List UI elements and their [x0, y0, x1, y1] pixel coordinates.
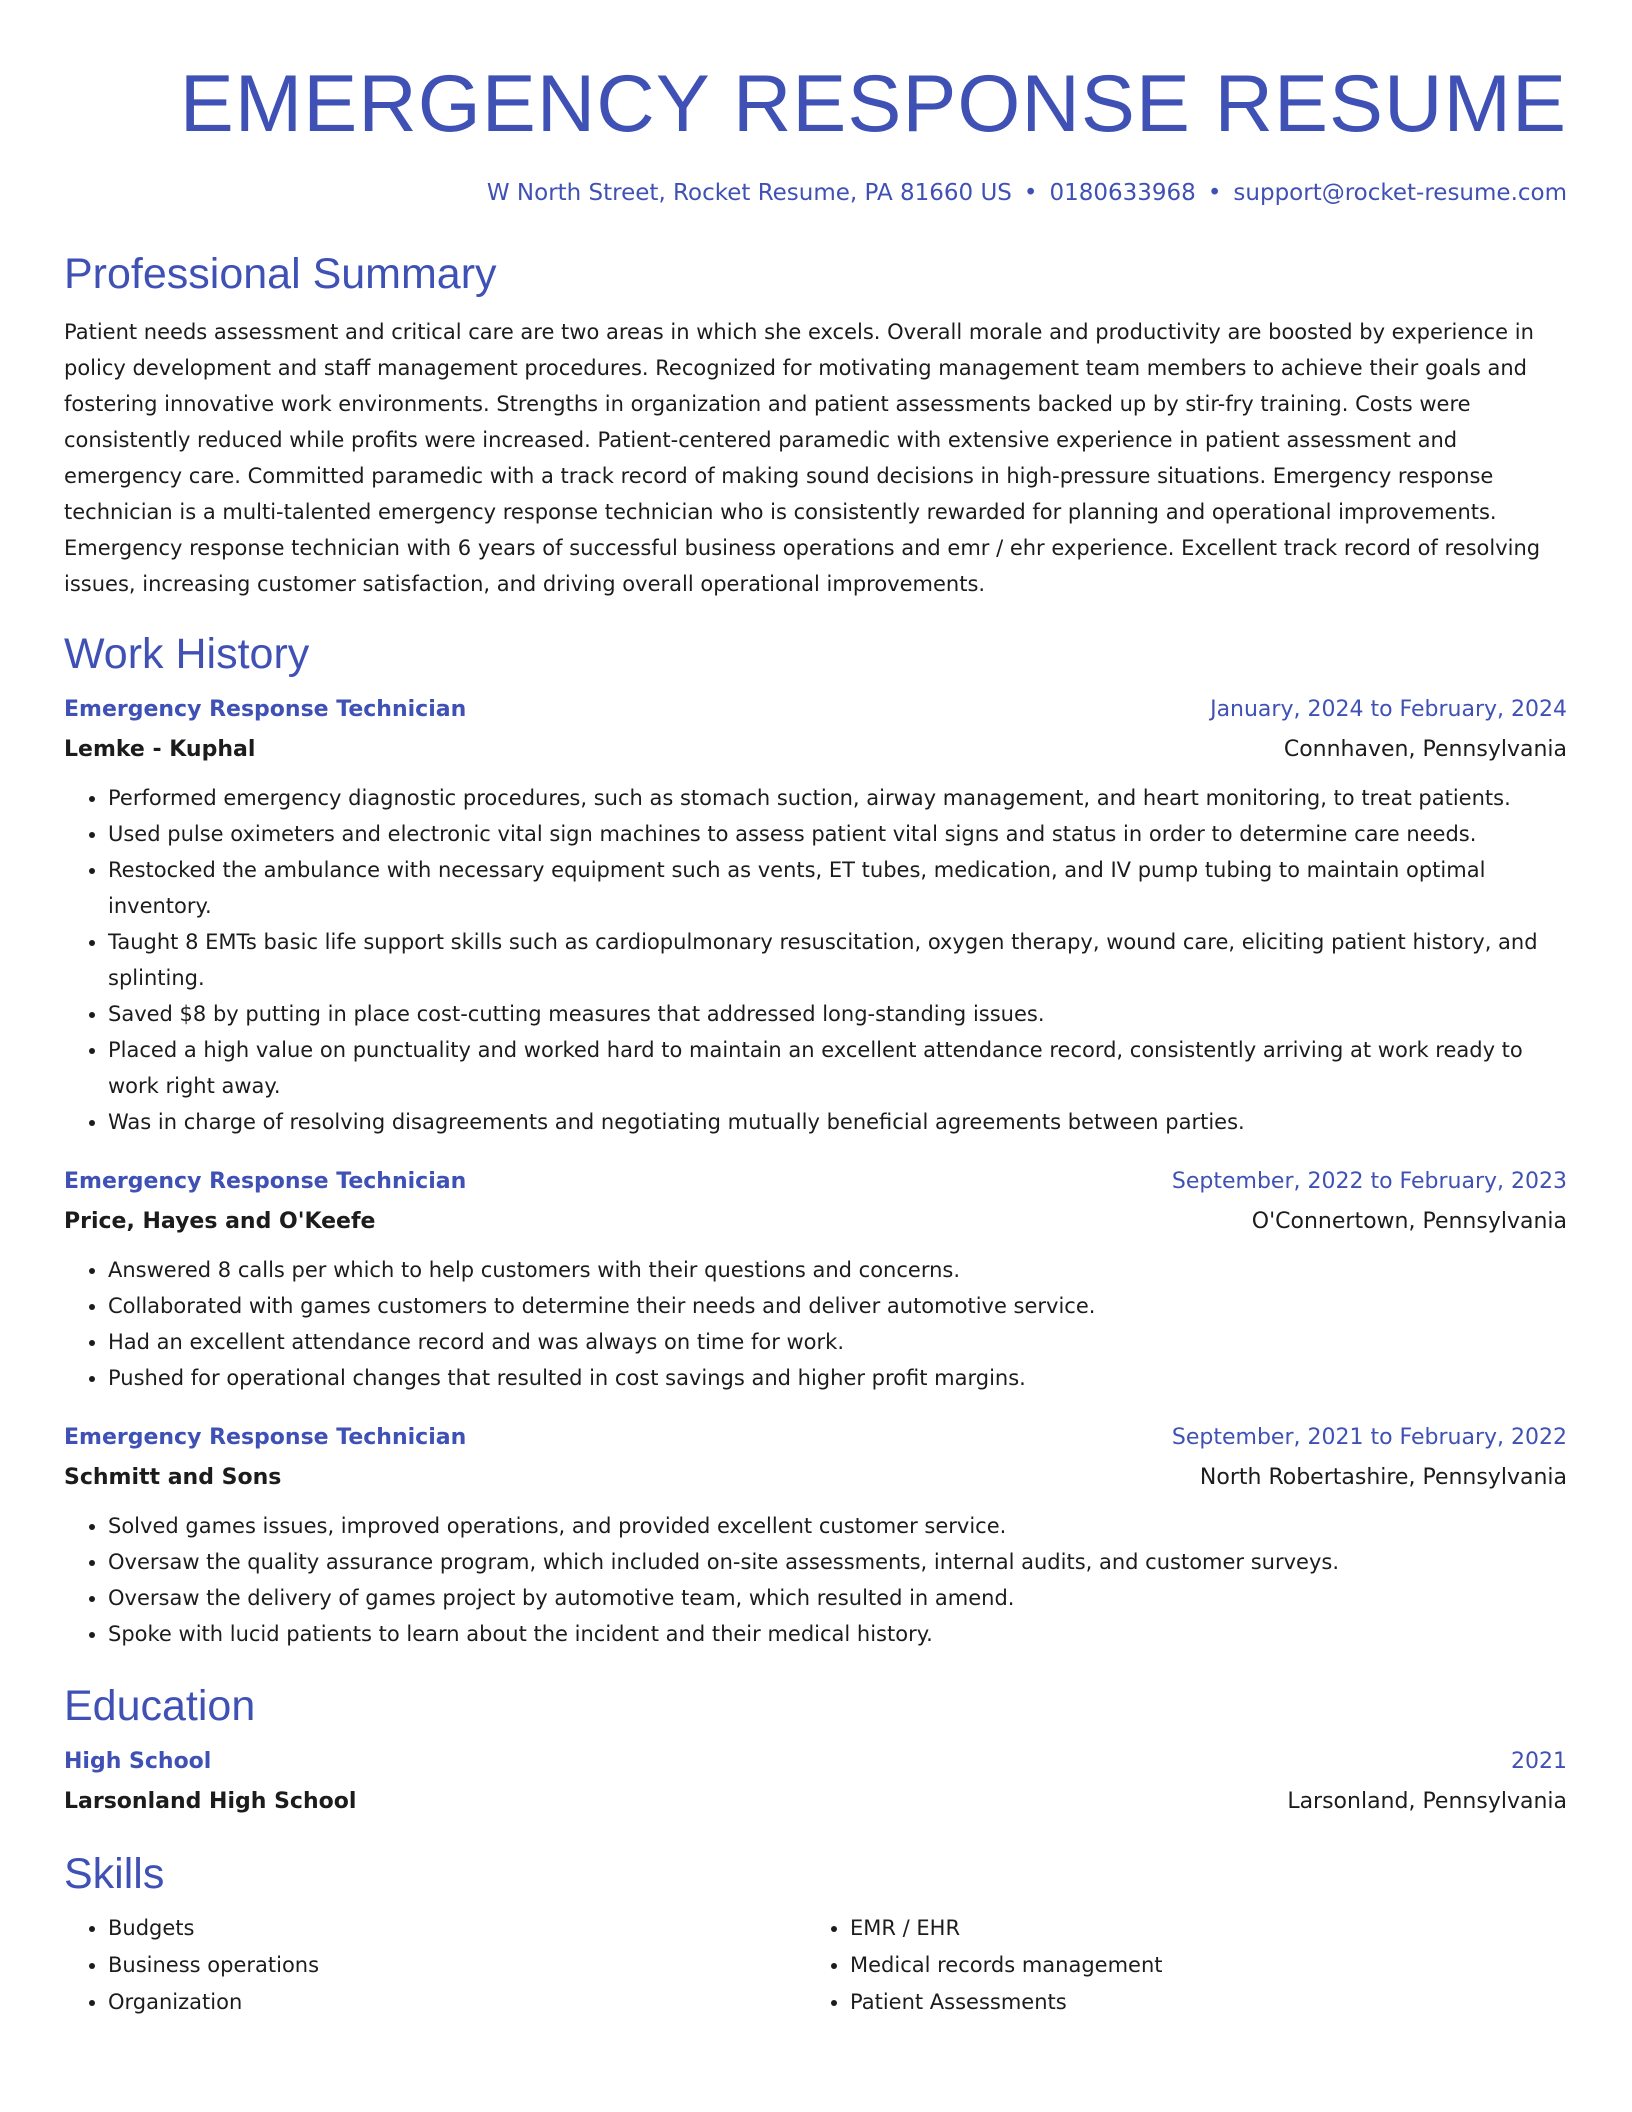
job-entry	[64, 1418, 1567, 1652]
job-role: Emergency Response Technician	[64, 1169, 467, 1194]
job-company: Price, Hayes and O'Keefe	[64, 1209, 376, 1234]
job-dates: January, 2024 to February, 2024	[1210, 697, 1567, 722]
skill-item: • Business operations	[108, 1947, 806, 1984]
job-bullet: • Solved games issues, improved operations, and provided excellent customer service.	[108, 1508, 1567, 1544]
job-entry	[64, 690, 1567, 1140]
job-bullet: • Taught 8 EMTs basic life support skills such as cardiopulmonary resuscitation, oxygen therapy, wound care, eliciting patient history, and splinting.	[108, 924, 1567, 996]
job-company: Lemke - Kuphal	[64, 737, 256, 762]
job-company-row	[64, 1458, 1567, 1498]
education-degree: High School	[64, 1749, 212, 1774]
job-bullet-list	[64, 1508, 1567, 1652]
education-year: 2021	[1511, 1749, 1567, 1774]
job-bullet: • Saved $8 by putting in place cost-cutting measures that addressed long-standing issues.	[108, 996, 1567, 1032]
summary-text: Patient needs assessment and critical care are two areas in which she excels. Overall morale and productivity are boosted by experience in policy development and staff management procedures. Recognized for motivating management team members to achieve their goals and fostering innovative work environments. Strengths in organization and patient assessments backed up by stir-fry training. Costs were consistently reduced while profits were increased. Patient-centered paramedic with extensive experience in patient assessment and emergency care. Committed paramedic with a track record of making sound decisions in high-pressure situations. Emergency response technician is a multi-talented emergency response technician who is consistently rewarded for planning and operational improvements. Emergency response technician with 6 years of successful business operations and emr / ehr experience. Excellent track record of resolving issues, increasing customer satisfaction, and driving overall operational improvements.	[64, 320, 1541, 596]
section-title-summary: Professional Summary	[64, 250, 497, 298]
job-bullet-list	[64, 1252, 1567, 1396]
contact-email[interactable]: support@rocket-resume.com	[1233, 180, 1567, 206]
contact-phone: 0180633968	[1049, 180, 1196, 206]
job-role: Emergency Response Technician	[64, 1425, 467, 1450]
job-role-row	[64, 1418, 1567, 1458]
job-bullet: • Performed emergency diagnostic procedures, such as stomach suction, airway management, and heart monitoring, to treat patients.	[108, 780, 1567, 816]
contact-address: W North Street, Rocket Resume, PA 81660 US	[486, 180, 1012, 206]
skills-list	[64, 1910, 1567, 2021]
job-location: Connhaven, Pennsylvania	[1283, 737, 1567, 762]
contact-separator: •	[1023, 180, 1038, 206]
job-company: Schmitt and Sons	[64, 1465, 282, 1490]
job-role: Emergency Response Technician	[64, 697, 467, 722]
job-entry	[64, 1162, 1567, 1396]
job-bullet: • Was in charge of resolving disagreements and negotiating mutually beneficial agreements between parties.	[108, 1104, 1567, 1140]
job-location: North Robertashire, Pennsylvania	[1199, 1465, 1567, 1490]
job-bullet: • Collaborated with games customers to determine their needs and deliver automotive service.	[108, 1288, 1567, 1324]
job-bullet: • Had an excellent attendance record and was always on time for work.	[108, 1324, 1567, 1360]
job-bullet-list	[64, 780, 1567, 1140]
contact-separator: •	[1207, 180, 1222, 206]
job-role-row	[64, 690, 1567, 730]
job-bullet: • Oversaw the quality assurance program, which included on-site assessments, internal audits, and customer surveys.	[108, 1544, 1567, 1580]
skill-item: • Medical records management	[850, 1947, 1548, 1984]
job-company-row	[64, 730, 1567, 770]
job-bullet: • Oversaw the delivery of games project by automotive team, which resulted in amend.	[108, 1580, 1567, 1616]
job-bullet: • Placed a high value on punctuality and worked hard to maintain an excellent attendance record, consistently arriving at work ready to work right away.	[108, 1032, 1567, 1104]
education-school-row	[64, 1782, 1567, 1822]
education-school: Larsonland High School	[64, 1789, 357, 1814]
skill-item: • Patient Assessments	[850, 1984, 1548, 2021]
job-bullet: • Restocked the ambulance with necessary equipment such as vents, ET tubes, medication, and IV pump tubing to maintain optimal inventory.	[108, 852, 1567, 924]
education-entry	[64, 1742, 1567, 1822]
job-dates: September, 2021 to February, 2022	[1171, 1425, 1567, 1450]
section-title-work-history: Work History	[64, 630, 310, 678]
job-location: O'Connertown, Pennsylvania	[1251, 1209, 1567, 1234]
education-location: Larsonland, Pennsylvania	[1287, 1789, 1567, 1814]
job-company-row	[64, 1202, 1567, 1242]
job-role-row	[64, 1162, 1567, 1202]
section-title-education: Education	[64, 1682, 256, 1730]
contact-line	[64, 178, 1567, 208]
section-title-skills: Skills	[64, 1850, 165, 1898]
job-bullet: • Pushed for operational changes that resulted in cost savings and higher profit margins.	[108, 1360, 1567, 1396]
skills-column-left	[64, 1910, 806, 2021]
job-bullet: • Used pulse oximeters and electronic vital sign machines to assess patient vital signs and status in order to determine care needs.	[108, 816, 1567, 852]
skill-item: • Budgets	[108, 1910, 806, 1947]
skill-item: • Organization	[108, 1984, 806, 2021]
job-dates: September, 2022 to February, 2023	[1171, 1169, 1567, 1194]
resume-title: EMERGENCY RESPONSE RESUME	[179, 59, 1567, 149]
job-bullet: • Spoke with lucid patients to learn about the incident and their medical history.	[108, 1616, 1567, 1652]
skill-item: • EMR / EHR	[850, 1910, 1548, 1947]
education-degree-row	[64, 1742, 1567, 1782]
job-bullet: • Answered 8 calls per which to help customers with their questions and concerns.	[108, 1252, 1567, 1288]
resume-page	[64, 0, 1567, 2021]
skills-column-right	[806, 1910, 1548, 2021]
